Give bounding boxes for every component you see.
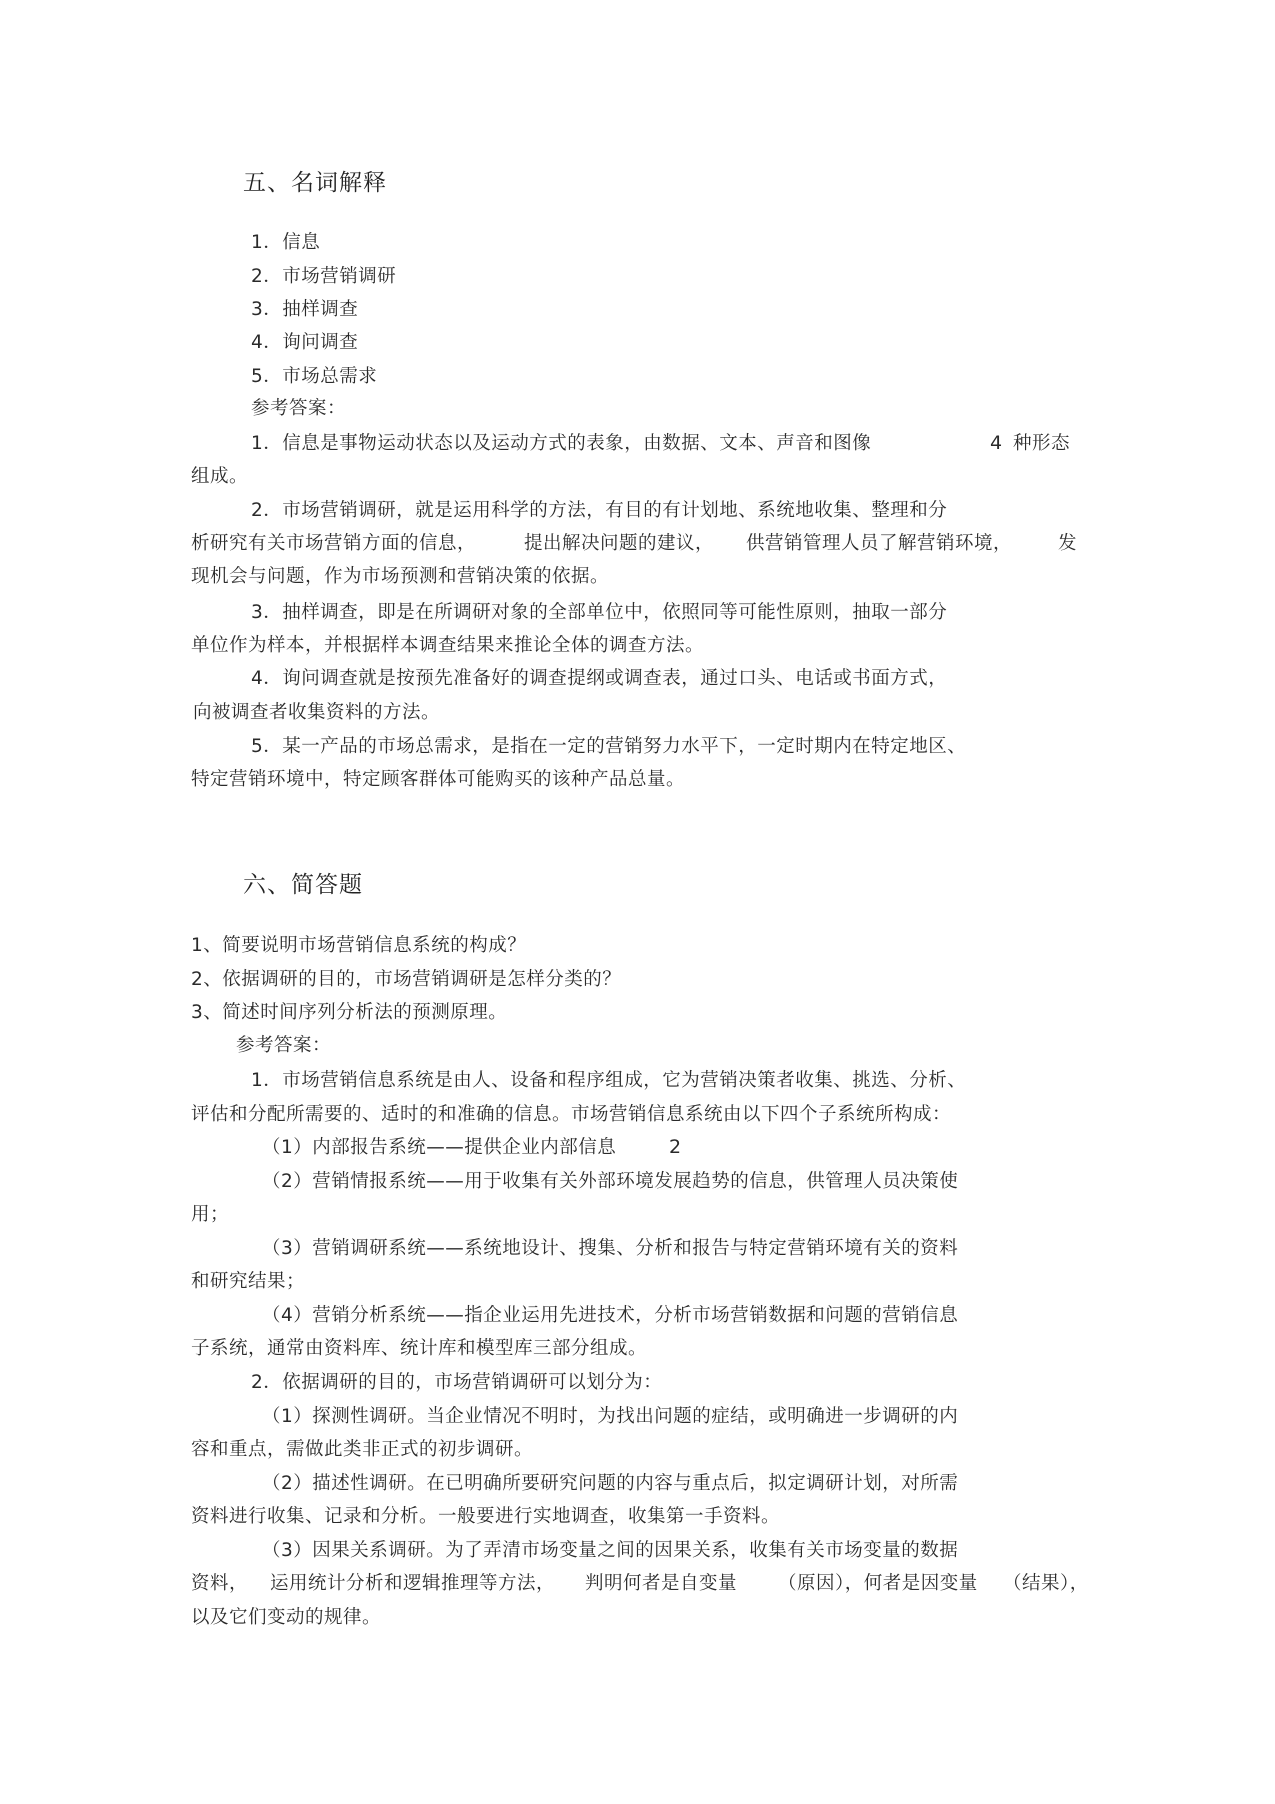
question-item: 2、依据调研的目的，市场营销调研是怎样分类的？	[191, 969, 622, 990]
answer-text: 特定营销环境中，特定顾客群体可能购买的该种产品总量。	[191, 769, 686, 790]
answer-text: 组成。	[191, 466, 249, 487]
answer-text: 1．市场营销信息系统是由人、设备和程序组成，它为营销决策者收集、挑选、分析、	[251, 1070, 967, 1091]
answer-text: （2）营销情报系统——用于收集有关外部环境发展趋势的信息，供管理人员决策使	[262, 1171, 959, 1192]
answer-text: 和研究结果；	[191, 1271, 306, 1292]
answer-text: 向被调查者收集资料的方法。	[193, 702, 441, 723]
answer-text: 单位作为样本，并根据样本调查结果来推论全体的调查方法。	[191, 635, 705, 656]
answer-text: 以及它们变动的规律。	[191, 1607, 382, 1628]
answer-text: 种形态	[1013, 433, 1071, 454]
answer-text: （原因），何者是因变量	[778, 1573, 978, 1594]
answer-text: 2	[669, 1136, 682, 1158]
answer-text: 提出解决问题的建议，	[524, 533, 715, 554]
answer-text: 供营销管理人员了解营销环境，	[746, 533, 1013, 554]
answer-text: （2）描述性调研。在已明确所要研究问题的内容与重点后，拟定调研计划，对所需	[262, 1473, 959, 1494]
answer-text: 2．市场营销调研，就是运用科学的方法，有目的有计划地、系统地收集、整理和分	[251, 500, 948, 521]
term-item: 5．市场总需求	[251, 366, 378, 387]
answer-text: 资料，	[191, 1573, 249, 1594]
answer-text: （1）探测性调研。当企业情况不明时，为找出问题的症结，或明确进一步调研的内	[262, 1406, 959, 1427]
answer-text: 4	[990, 432, 1003, 454]
answer-text: 判明何者是自变量	[585, 1573, 738, 1594]
section-title-6: 六、简答题	[243, 872, 363, 898]
question-item: 3、简述时间序列分析法的预测原理。	[191, 1002, 508, 1023]
section-title-5: 五、名词解释	[243, 170, 387, 196]
answer-text: 2．依据调研的目的，市场营销调研可以划分为：	[251, 1372, 663, 1393]
answer-text: 资料进行收集、记录和分析。一般要进行实地调查，收集第一手资料。	[191, 1506, 781, 1527]
answer-text: 现机会与问题，作为市场预测和营销决策的依据。	[191, 566, 610, 587]
answer-text: 4．询问调查就是按预先准备好的调查提纲或调查表，通过口头、电话或书面方式，	[251, 668, 948, 689]
answer-text: （3）因果关系调研。为了弄清市场变量之间的因果关系，收集有关市场变量的数据	[262, 1540, 959, 1561]
answer-text: （结果），	[1003, 1573, 1089, 1594]
term-item: 2．市场营销调研	[251, 266, 397, 287]
answer-text: 运用统计分析和逻辑推理等方法，	[270, 1573, 556, 1594]
answer-label: 参考答案：	[236, 1035, 332, 1056]
answer-text: 评估和分配所需要的、适时的和准确的信息。市场营销信息系统由以下四个子系统所构成：	[191, 1104, 952, 1125]
answer-text: 容和重点，需做此类非正式的初步调研。	[191, 1439, 534, 1460]
answer-text: （1）内部报告系统——提供企业内部信息	[262, 1137, 617, 1158]
answer-text: （4）营销分析系统——指企业运用先进技术，分析市场营销数据和问题的营销信息	[262, 1305, 959, 1326]
answer-text: 发	[1058, 533, 1078, 554]
answer-text: 3．抽样调查，即是在所调研对象的全部单位中，依照同等可能性原则，抽取一部分	[251, 602, 948, 623]
answer-text: 1．信息是事物运动状态以及运动方式的表象，由数据、文本、声音和图像	[251, 433, 872, 454]
term-item: 1．信息	[251, 232, 321, 253]
answer-text: （3）营销调研系统——系统地设计、搜集、分析和报告与特定营销环境有关的资料	[262, 1238, 959, 1259]
answer-text: 5．某一产品的市场总需求，是指在一定的营销努力水平下，一定时期内在特定地区、	[251, 736, 967, 757]
answer-text: 用；	[191, 1204, 230, 1225]
term-item: 4．询问调查	[251, 332, 359, 353]
term-item: 3．抽样调查	[251, 299, 359, 320]
answer-text: 子系统，通常由资料库、统计库和模型库三部分组成。	[191, 1338, 648, 1359]
question-item: 1、简要说明市场营销信息系统的构成？	[191, 935, 527, 956]
answer-text: 析研究有关市场营销方面的信息，	[191, 533, 477, 554]
answer-label: 参考答案：	[251, 398, 347, 419]
